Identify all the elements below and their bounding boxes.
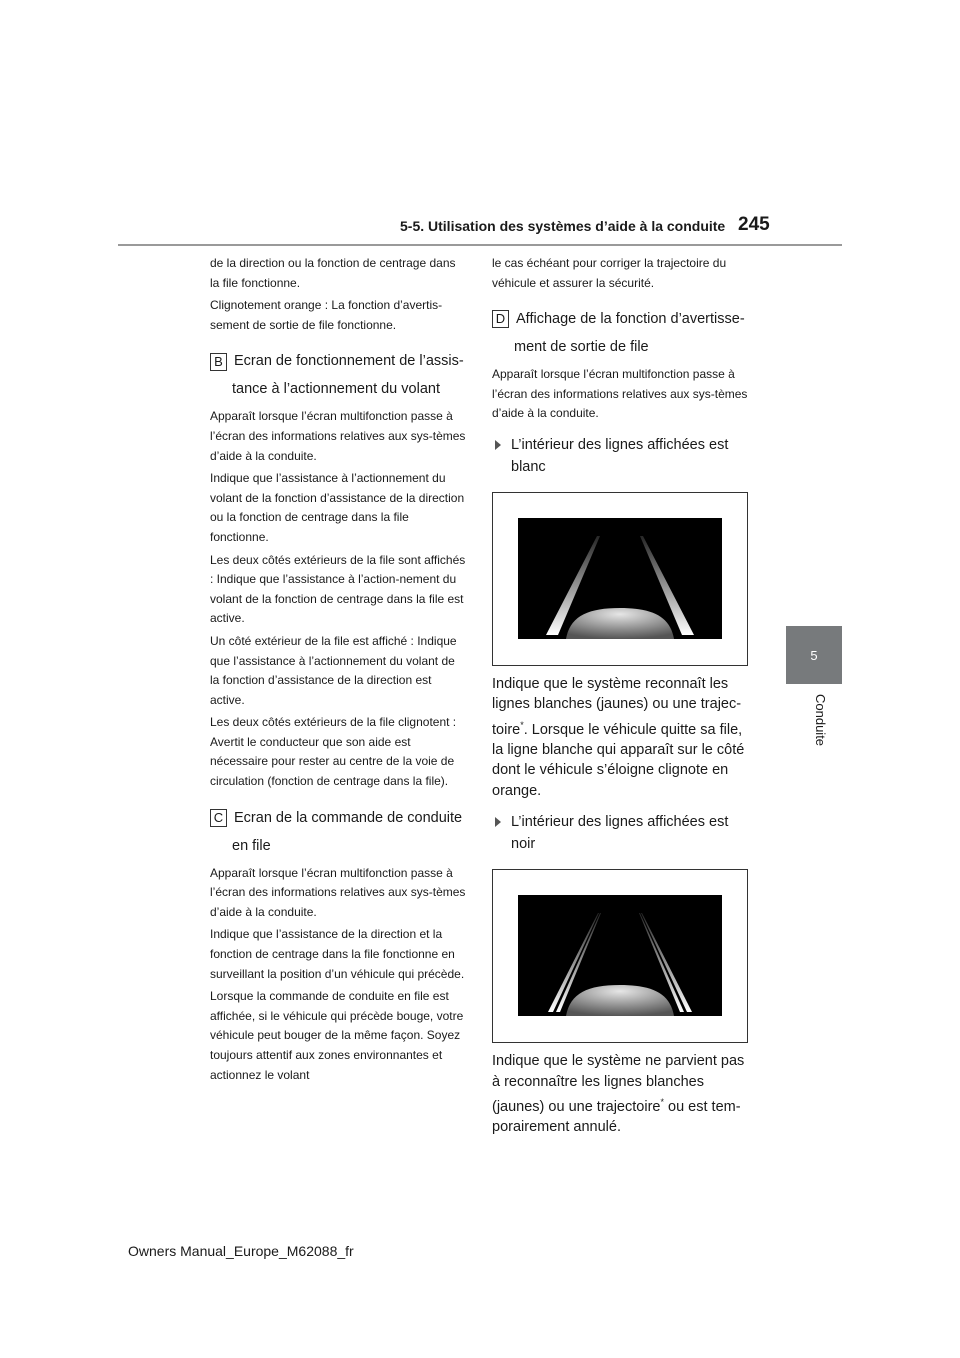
section-badge-b: B (210, 353, 227, 371)
section-heading-c (210, 804, 466, 860)
paragraph: Indique que l’assistance de la direction et la fonction de centrage dans la file fonctionne en surveillant la position d’un véhicule qui précède. (210, 927, 465, 981)
paragraph: le cas échéant pour corriger la trajectoire du véhicule et assurer la sécurité. (492, 256, 727, 290)
right-column (492, 254, 748, 1146)
paragraph: Indique que l’assistance à l’actionnement du volant de la fonction d’assistance de la direction ou la fonction de centrage dans la file fonctionne. (210, 471, 465, 544)
chapter-number: 5 (810, 647, 818, 663)
paragraph: Lorsque la commande de conduite en file est affichée, si le véhicule qui précède bouge, votre véhicule peut bouger de la même façon. Soyez toujours attentif aux zones environnantes et actionnez le volant (210, 989, 464, 1082)
bullet-item (492, 811, 748, 855)
description-part: Indique que le système reconnaît les lignes blanches (jaunes) ou une trajec-toire (492, 675, 742, 738)
bullet-text: L’intérieur des lignes affichées est noir (511, 814, 729, 853)
footer-text: Owners Manual_Europe_M62088_fr (128, 1243, 354, 1259)
lane-lines-black-illustration (518, 895, 722, 1016)
left-column (210, 254, 466, 1088)
header-divider (118, 244, 842, 246)
section-badge-c: C (210, 809, 227, 827)
triangle-bullet-icon (495, 440, 501, 450)
chapter-tab[interactable] (786, 626, 842, 684)
section-title: 5-5. Utilisation des systèmes d’aide à la conduite (400, 218, 726, 234)
section-heading-d (492, 305, 748, 361)
page-number: 245 (738, 214, 770, 235)
paragraph: Clignotement orange : La fonction d’avertis-sement de sortie de file fonctionne. (210, 298, 443, 332)
paragraph: Apparaît lorsque l’écran multifonction passe à l’écran des informations relatives aux sys-tèmes d’aide à la conduite. (210, 409, 466, 463)
section-badge-d: D (492, 310, 509, 328)
lane-display-black-figure (492, 869, 748, 1043)
chapter-label: Conduite (813, 694, 828, 747)
description-part: Indique que le système ne parvient pas à reconnaître les lignes blanches (jaunes) ou une trajectoire (492, 1053, 745, 1115)
description-part: . Lorsque le véhicule quitte sa file, la ligne blanche qui apparaît sur le côté dont le véhicule s’éloigne clignote en orange. (492, 721, 745, 799)
description-text (492, 1051, 748, 1137)
bullet-text: L’intérieur des lignes affichées est blanc (511, 436, 729, 475)
footnote-star: * (520, 719, 524, 730)
description-text (492, 674, 748, 801)
paragraph: Apparaît lorsque l’écran multifonction passe à l’écran des informations relatives aux sys-tèmes d’aide à la conduite. (492, 367, 748, 421)
section-title-line: ment de sortie de file (514, 339, 649, 356)
paragraph: Les deux côtés extérieurs de la file sont affichés : Indique que l’assistance à l’action-nement du volant de la fonction de centrage dans la file est active. (210, 552, 466, 626)
section-title-line: en file (232, 837, 271, 854)
section-heading-b (210, 347, 466, 403)
bullet-item (492, 434, 748, 478)
paragraph: Les deux côtés extérieurs de la file clignotent : Avertit le conducteur que son aide est nécessaire pour rester au centre de la voie de circulation (fonction de centrage dans la file). (210, 715, 457, 789)
lane-lines-white-illustration (518, 518, 722, 639)
paragraph: Un côté extérieur de la file est affiché : Indique que l’assistance à l’actionnement du volant de la fonction d’assistance de la direction est active. (210, 633, 457, 707)
section-title-line: Ecran de la commande de conduite (234, 809, 463, 826)
paragraph: Apparaît lorsque l’écran multifonction passe à l’écran des informations relatives aux sys-tèmes d’aide à la conduite. (210, 865, 466, 919)
paragraph: de la direction ou la fonction de centrage dans la file fonctionne. (210, 256, 456, 290)
footnote-star: * (660, 1097, 664, 1108)
lane-display-white-figure (492, 492, 748, 666)
section-title-line: Affichage de la fonction d’avertisse- (516, 311, 745, 328)
description-part: ou est tem-porairement annulé. (492, 1098, 741, 1136)
section-title-line: tance à l’actionnement du volant (232, 381, 440, 398)
triangle-bullet-icon (495, 817, 501, 827)
section-title-line: Ecran de fonctionnement de l’assis- (234, 353, 464, 370)
